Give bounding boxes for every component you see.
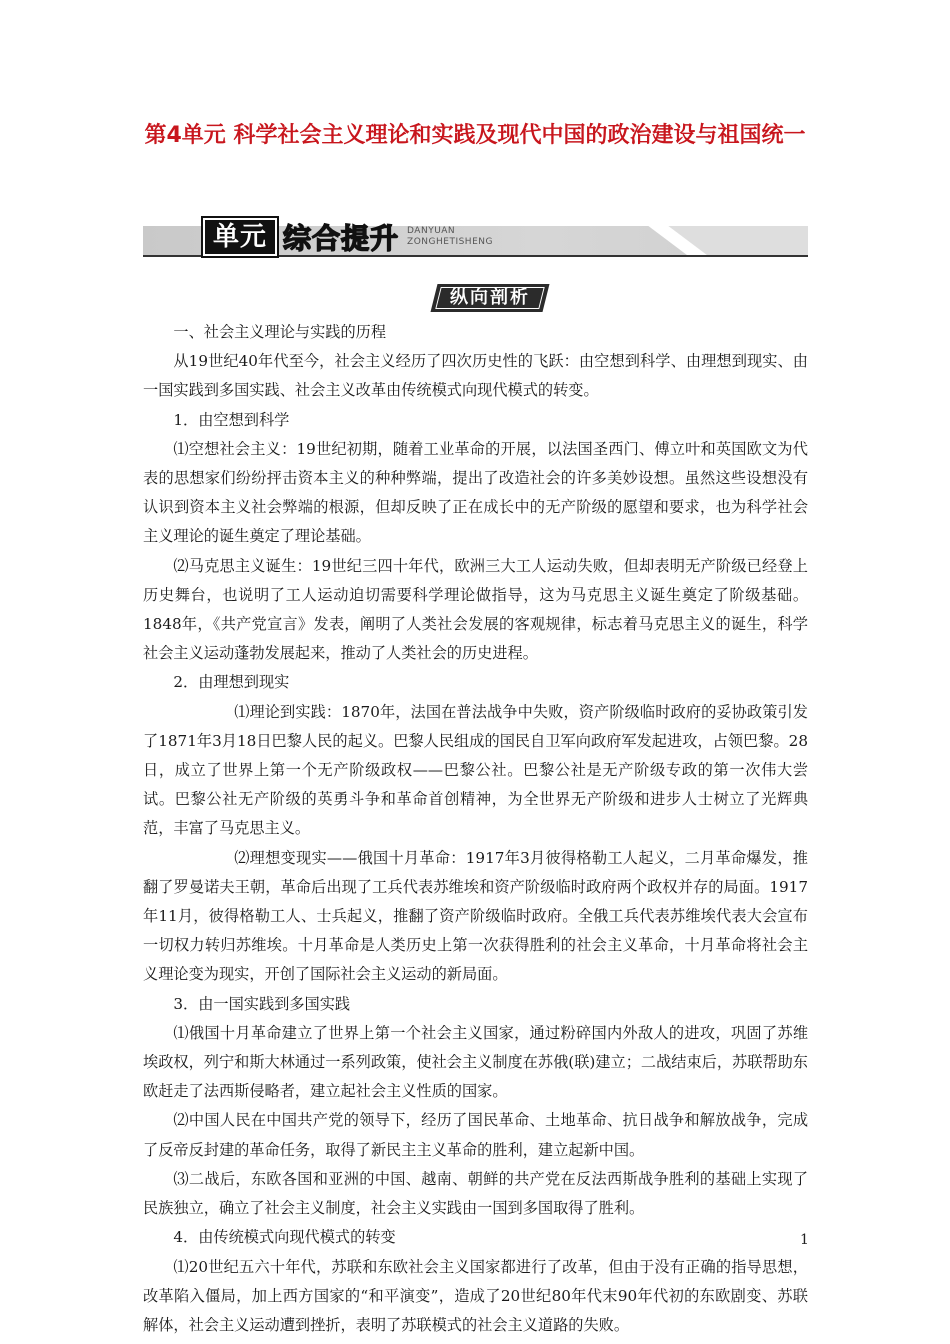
paragraph: ⑴20世纪五六十年代，苏联和东欧社会主义国家都进行了改革，但由于没有正确的指导思想，改革陷入僵局，加上西方国家的“和平演变”，造成了20世纪80年代末90年代初的东欧剧变、苏联解体，社会主义运动遭到挫折，表明了苏联模式的社会主义道路的失败。	[143, 1257, 808, 1334]
banner-pinyin	[407, 226, 493, 248]
page-title: 第4单元 科学社会主义理论和实践及现代中国的政治建设与祖国统一	[144, 123, 806, 148]
document-body	[143, 318, 808, 1340]
paragraph: 从19世纪40年代至今，社会主义经历了四次历史性的飞跃：由空想到科学、由理想到现实、由一国实践到多国实践、社会主义改革由传统模式向现代模式的转变。	[143, 352, 808, 400]
paragraph: 1．由空想到科学	[173, 410, 290, 429]
paragraph: ⑴空想社会主义：19世纪初期，随着工业革命的开展，以法国圣西门、傅立叶和英国欧文为代表的思想家们纷纷抨击资本主义的种种弊端，提出了改造社会的许多美妙设想。虽然这些设想没有认识到资本主义社会弊端的根源，但却反映了正在成长中的无产阶级的愿望和要求，也为科学社会主义理论的诞生奠定了理论基础。	[143, 439, 808, 546]
paragraph: ⑴俄国十月革命建立了世界上第一个社会主义国家，通过粉碎国内外敌人的进攻，巩固了苏维埃政权，列宁和斯大林通过一系列政策，使社会主义制度在苏俄(联)建立；二战结束后，苏联帮助东欧赶走了法西斯侵略者，建立起社会主义性质的国家。	[143, 1023, 808, 1101]
paragraph: ⑵马克思主义诞生：19世纪三四十年代，欧洲三大工人运动失败，但却表明无产阶级已经登上历史舞台，也说明了工人运动迫切需要科学理论做指导，这为马克思主义诞生奠定了阶级基础。1848年，《共产党宣言》发表，阐明了人类社会发展的客观规律，标志着马克思主义的诞生，科学社会主义运动蓬勃发展起来，推动了人类社会的历史进程。	[143, 556, 808, 663]
banner-box-text: 单元	[203, 218, 277, 256]
paragraph: 2．由理想到现实	[173, 673, 290, 692]
unit-banner	[143, 220, 808, 256]
paragraph: 一、社会主义理论与实践的历程	[173, 323, 387, 341]
paragraph: ⑵理想变现实——俄国十月革命：1917年3月彼得格勒工人起义，二月革命爆发，推翻了罗曼诺夫王朝，革命后出现了工兵代表苏维埃和资产阶级临时政府两个政权并存的局面。1917年11月，彼得格勒工人、士兵起义，推翻了资产阶级临时政府。全俄工兵代表苏维埃代表大会宣布一切权力转归苏维埃。十月革命是人类历史上第一次获得胜利的社会主义革命，十月革命将社会主义理论变为现实，开创了国际社会主义运动的新局面。	[143, 848, 808, 984]
paragraph: ⑵中国人民在中国共产党的领导下，经历了国民革命、土地革命、抗日战争和解放战争，完成了反帝反封建的革命任务，取得了新民主主义革命的胜利，建立起新中国。	[143, 1111, 808, 1159]
section-tag	[431, 284, 550, 312]
paragraph: 3．由一国实践到多国实践	[173, 994, 351, 1013]
page-number: 1	[800, 1232, 809, 1248]
banner-pinyin-line1: DANYUAN	[407, 226, 456, 236]
paragraph: ⑴理论到实践：1870年，法国在普法战争中失败，资产阶级临时政府的妥协政策引发了1871年3月18日巴黎人民的起义。巴黎人民组成的国民自卫军向政府军发起进攻，占领巴黎。28日，成立了世界上第一个无产阶级政权——巴黎公社。巴黎公社是无产阶级专政的第一次伟大尝试。巴黎公社无产阶级的英勇斗争和革命首创精神，为全世界无产阶级和进步人士树立了光辉典范，丰富了马克思主义。	[143, 702, 808, 838]
banner-pinyin-line2: ZONGHETISHENG	[407, 237, 493, 247]
paragraph: ⑶二战后，东欧各国和亚洲的中国、越南、朝鲜的共产党在反法西斯战争胜利的基础上实现了民族独立，确立了社会主义制度，社会主义实践由一国到多国取得了胜利。	[143, 1169, 808, 1218]
section-tag-text: 纵向剖析	[450, 287, 530, 308]
banner-outline-text: 综合提升	[283, 222, 400, 255]
banner-label	[203, 220, 493, 254]
paragraph: 4．由传统模式向现代模式的转变	[173, 1228, 396, 1247]
